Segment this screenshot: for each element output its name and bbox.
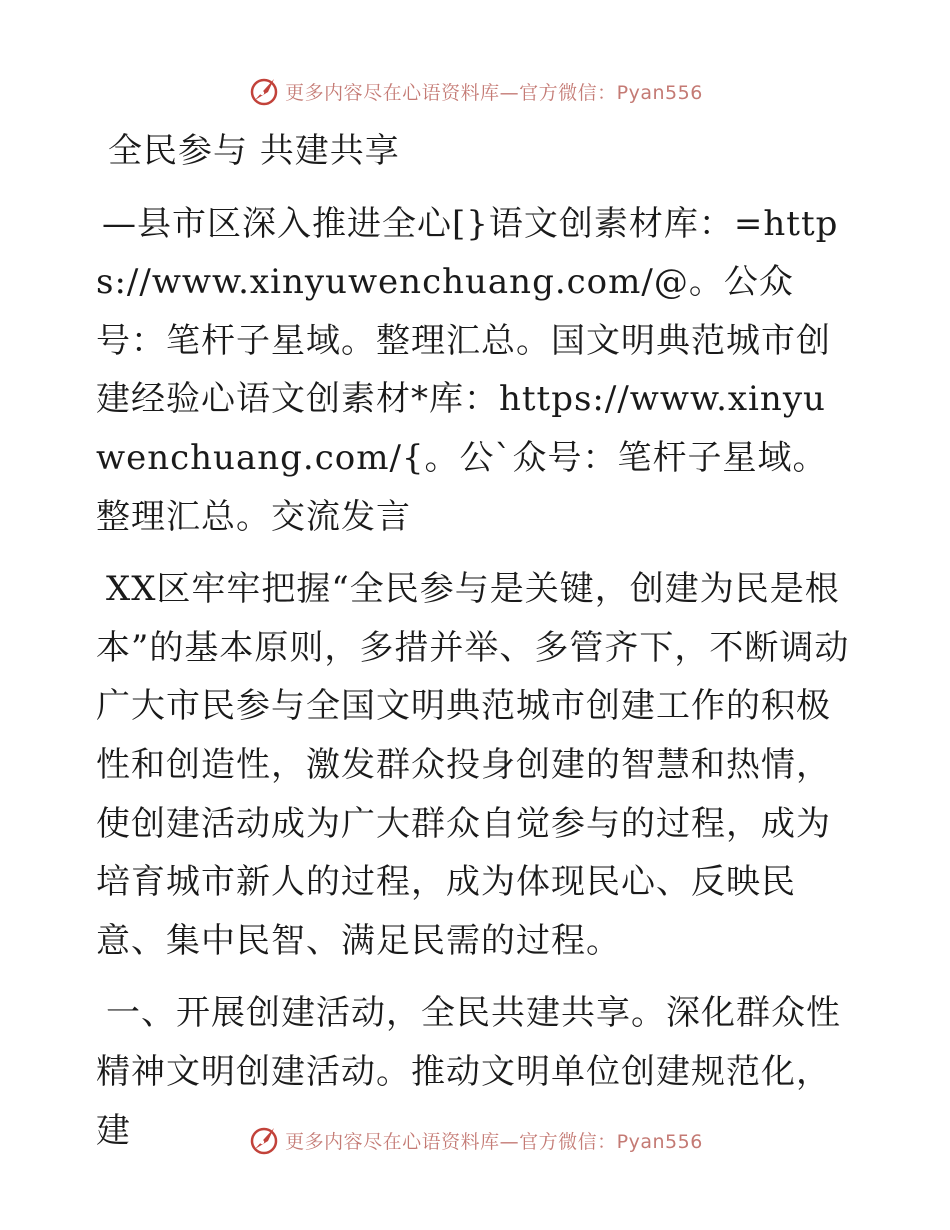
paragraph-section-one: 一、开展创建活动，全民共建共享。深化群众性精神文明创建活动。推动文明单位创建规范化，建	[96, 993, 841, 1151]
footer-watermark	[0, 1120, 950, 1160]
document-body	[96, 122, 856, 1174]
watermark-text: 更多内容尽在心语资料库—官方微信：Pyan556	[285, 81, 703, 104]
header-watermark	[0, 71, 950, 111]
paragraph-intro: XX区牢牢把握“全民参与是关键，创建为民是根本”的基本原则，多措并举、多管齐下，不断调动广大市民参与全国文明典范城市创建工作的积极性和创造性，激发群众投身创建的智慧和热情，使创建活动成为广大群众自觉参与的过程，成为培育城市新人的过程，成为体现民心、反映民意、集中民智、满足民需的过程。	[96, 569, 850, 961]
watermark-text: 更多内容尽在心语资料库—官方微信：Pyan556	[285, 1130, 703, 1153]
document-subtitle: —县市区深入推进全心[}语文创素材库：=https://www.xinyuwenchuang.com/@。公众号：笔杆子星域。整理汇总。国文明典范城市创建经验心语文创素材*库：https://www.xinyuwenchuang.com/{。公`众号：笔杆子星域。整理汇总。交流发言	[96, 203, 839, 537]
document-title: 全民参与 共建共享	[108, 131, 400, 171]
quill-logo-icon	[247, 74, 281, 108]
quill-logo-icon	[247, 1123, 281, 1157]
